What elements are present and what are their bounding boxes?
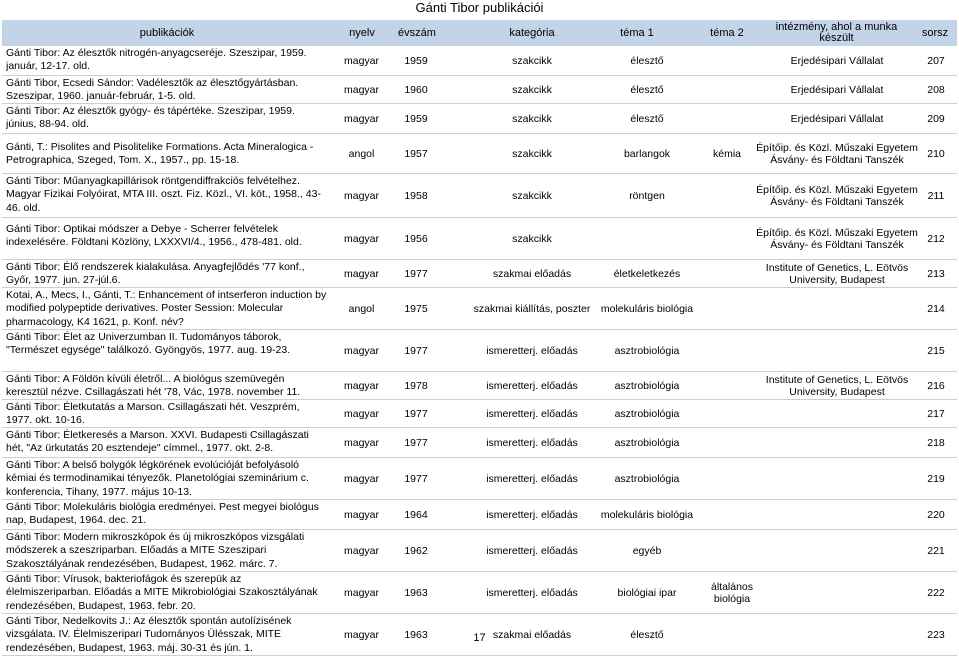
year-cell: 1977 [404, 407, 428, 420]
table-row [2, 134, 957, 174]
table-row [2, 104, 957, 134]
year-cell: 1957 [404, 147, 428, 160]
language-cell: magyar [343, 472, 379, 485]
category-cell: szakcikk [512, 147, 552, 160]
category-cell: ismeretterj. előadás [486, 407, 578, 420]
header-language: nyelv [349, 26, 375, 39]
number-cell: 218 [927, 436, 945, 449]
table-row [2, 458, 957, 500]
topic2-cell: általános biológia [710, 580, 754, 605]
table-row [2, 330, 957, 372]
number-cell: 215 [927, 344, 945, 357]
topic1-cell: élesztő [630, 54, 664, 67]
category-cell: szakmai kiállítás, poszter [473, 302, 591, 315]
topic1-cell: asztrobiológia [614, 379, 680, 392]
number-cell: 208 [927, 83, 945, 96]
institution-cell: Erjedésipari Vállalat [790, 83, 884, 96]
category-cell: szakcikk [512, 189, 552, 202]
category-cell: szakmai előadás [492, 267, 572, 280]
table-row [2, 500, 957, 530]
language-cell: magyar [343, 189, 379, 202]
publication-text: Gánti Tibor: A Földön kívüli életről... A biológus szemüvegén keresztül nézve. Csillagászati hét '78, Vác, 1978. november 11. [6, 373, 301, 399]
institution-cell: Építőip. és Közl. Műszaki Egyetem Ásvány- és Földtani Tanszék [756, 226, 918, 251]
header-institution: intézmény, ahol a munka készült [775, 21, 898, 44]
table-row [2, 46, 957, 76]
language-cell: magyar [343, 232, 379, 245]
topic1-cell: asztrobiológia [614, 436, 680, 449]
category-cell: ismeretterj. előadás [486, 344, 578, 357]
topic1-cell: biológiai ipar [617, 586, 677, 599]
publication-text: Gánti Tibor: Élő rendszerek kialakulása. Anyagfejlődés '77 konf., Győr, 1977. jun. 27-júl.6. [6, 261, 305, 287]
year-cell: 1977 [404, 436, 428, 449]
institution-cell [747, 330, 927, 371]
category-cell: ismeretterj. előadás [486, 472, 578, 485]
table-row [2, 218, 957, 260]
table-row [2, 428, 957, 458]
publication-text: Gánti Tibor: Életkutatás a Marson. Csillagászati hét. Veszprém, 1977. okt. 10-16. [6, 401, 300, 427]
header-publications: publikációk [139, 26, 195, 39]
publication-text: Gánti Tibor: Molekuláris biológia eredményei. Pest megyei biológus nap, Budapest, 1964. dec. 21. [6, 501, 319, 527]
table-row [2, 400, 957, 428]
publication-text: Gánti Tibor: A belső bolygók légkörének evolúcióját befolyásoló kémiai és termodinamikai tényezők. Planetológiai szeminárium c. konferencia, Tihany, 1977. május 10-13. [6, 459, 309, 498]
topic1-cell: életkeletkezés [613, 267, 681, 280]
topic1-cell: molekuláris biológia [600, 302, 694, 315]
category-cell: szakcikk [512, 112, 552, 125]
publication-text: Gánti Tibor: Élet az Univerzumban II. Tudományos táborok, "Természet egysége" találkozó. Gyöngyös, 1977. aug. 19-23. [6, 331, 291, 357]
number-cell: 220 [927, 508, 945, 521]
language-cell: magyar [343, 112, 379, 125]
institution-cell [747, 572, 927, 613]
institution-cell [747, 500, 927, 529]
publication-text: Gánti, T.: Pisolites and Pisolitelike Formations. Acta Mineralogica - Petrographica, Szeged, Tom. X., 1957., pp. 15-18. [6, 141, 314, 167]
language-cell: angol [348, 147, 375, 160]
language-cell: magyar [343, 544, 379, 557]
category-cell: szakcikk [512, 232, 552, 245]
year-cell: 1960 [404, 83, 428, 96]
institution-cell: Építőip. és Közl. Műszaki Egyetem Ásvány- és Földtani Tanszék [756, 141, 918, 166]
table-row [2, 572, 957, 614]
publication-text: Gánti Tibor: Műanyagkapillárisok röntgendiffrakciós felvételhez. Magyar Fizikai Folyóirat, MTA III. oszt. Fiz. Közl., VI. köt., 1958., 43-46. old. [6, 175, 321, 214]
institution-cell [747, 288, 927, 329]
publication-text: Gánti Tibor: Optikai módszer a Debye - Scherrer felvételek indexelésére. Földtani Közlöny, LXXXVI/4., 1956., 478-481. old. [6, 223, 302, 249]
language-cell: magyar [343, 508, 379, 521]
topic1-cell: asztrobiológia [614, 472, 680, 485]
language-cell: magyar [343, 83, 379, 96]
number-cell: 210 [927, 147, 945, 160]
institution-cell: Institute of Genetics, L. Eötvös University, Budapest [765, 373, 909, 398]
category-cell: ismeretterj. előadás [486, 586, 578, 599]
topic1-cell: élesztő [630, 83, 664, 96]
number-cell: 209 [927, 112, 945, 125]
category-cell: ismeretterj. előadás [486, 508, 578, 521]
number-cell: 207 [927, 54, 945, 67]
table-row [2, 174, 957, 218]
header-category: kategória [509, 26, 555, 39]
year-cell: 1975 [404, 302, 428, 315]
page-number: 17 [473, 632, 486, 644]
year-cell: 1977 [404, 344, 428, 357]
category-cell: szakcikk [512, 54, 552, 67]
year-cell: 1964 [404, 508, 428, 521]
year-cell: 1959 [404, 112, 428, 125]
language-cell: magyar [343, 267, 379, 280]
institution-cell [747, 458, 927, 499]
page-title: Gánti Tibor publikációi [415, 0, 544, 15]
header-topic2: téma 2 [710, 26, 744, 39]
number-cell: 216 [927, 379, 945, 392]
table-row [2, 530, 957, 572]
year-cell: 1962 [404, 544, 428, 557]
number-cell: 211 [927, 189, 945, 202]
year-cell: 1963 [404, 628, 428, 641]
year-cell: 1977 [404, 472, 428, 485]
language-cell: magyar [343, 344, 379, 357]
publication-text: Gánti Tibor, Ecsedi Sándor: Vadélesztők az élesztőgyártásban. Szeszipar, 1960. január-február, 1-5. old. [6, 77, 299, 103]
publication-text: Gánti Tibor: Vírusok, bakteriofágok és szerepük az élelmiszeriparban. Előadás a MITE Mikrobiológiai Szakosztályának rendezésében, Budapest, 1963. febr. 20. [6, 573, 318, 612]
number-cell: 219 [927, 472, 945, 485]
table-row [2, 260, 957, 288]
year-cell: 1959 [404, 54, 428, 67]
institution-cell: Erjedésipari Vállalat [790, 112, 884, 125]
year-cell: 1977 [404, 267, 428, 280]
publication-text: Gánti Tibor: Az élesztők nitrogén-anyagcseréje. Szeszipar, 1959. január, 12-17. old. [6, 47, 307, 73]
publication-text: Kotai, A., Mecs, I., Gánti, T.: Enhancement of intserferon induction by modified polypeptide derivatives. Poster Session: Molecular pharmacology, K4 1621, p. Konf. név? [6, 289, 327, 328]
number-cell: 217 [927, 407, 945, 420]
number-cell: 221 [927, 544, 945, 557]
category-cell: ismeretterj. előadás [486, 544, 578, 557]
year-cell: 1958 [404, 189, 428, 202]
table-header [2, 20, 957, 46]
category-cell: ismeretterj. előadás [486, 436, 578, 449]
language-cell: angol [348, 302, 375, 315]
institution-cell [747, 428, 927, 457]
language-cell: magyar [343, 436, 379, 449]
publication-text: Gánti Tibor: Életkeresés a Marson. XXVI. Budapesti Csillagászati hét, "Az ürkutatás 20 esztendeje" címmel., 1977. okt. 2-8. [6, 429, 309, 455]
institution-cell [747, 400, 927, 427]
publication-table [2, 46, 957, 656]
category-cell: ismeretterj. előadás [486, 379, 578, 392]
publication-text: Gánti Tibor: Az élesztők gyógy- és tápértéke. Szeszipar, 1959. június, 88-94. old. [6, 105, 295, 131]
number-cell: 223 [927, 628, 945, 641]
table-row [2, 372, 957, 400]
year-cell: 1978 [404, 379, 428, 392]
year-cell: 1963 [404, 586, 428, 599]
topic1-cell: egyéb [632, 544, 662, 557]
language-cell: magyar [343, 379, 379, 392]
topic2-cell: kémia [712, 147, 741, 160]
header-topic1: téma 1 [620, 26, 654, 39]
language-cell: magyar [343, 586, 379, 599]
publication-text: Gánti Tibor: Modern mikroszkópok és új mikroszkópos vizsgálati módszerek a szeszriparban. Előadás a MITE Szeszipari Szakosztályának rendezésében, Budapest, 1962. márc. 7. [6, 531, 305, 570]
institution-cell: Építőip. és Közl. Műszaki Egyetem Ásvány- és Földtani Tanszék [756, 183, 918, 208]
institution-cell: Institute of Genetics, L. Eötvös University, Budapest [765, 261, 909, 286]
topic1-cell: molekuláris biológia [600, 508, 694, 521]
number-cell: 214 [927, 302, 945, 315]
topic1-cell: élesztő [630, 112, 664, 125]
number-cell: 212 [927, 232, 945, 245]
language-cell: magyar [343, 628, 379, 641]
header-number: sorsz [921, 26, 949, 39]
institution-cell: Erjedésipari Vállalat [790, 54, 884, 67]
topic1-cell: élesztő [630, 628, 664, 641]
topic1-cell: barlangok [623, 147, 671, 160]
topic1-cell: asztrobiológia [614, 407, 680, 420]
category-cell: szakcikk [512, 83, 552, 96]
table-row [2, 288, 957, 330]
language-cell: magyar [343, 54, 379, 67]
number-cell: 213 [927, 267, 945, 280]
topic1-cell: asztrobiológia [614, 344, 680, 357]
language-cell: magyar [343, 407, 379, 420]
table-row [2, 76, 957, 104]
publication-text: Gánti Tibor, Nedelkovits J.: Az élesztők spontán autolízisének vizsgálata. IV. Élelmiszeripari Tudományos Ülésszak, MITE rendezésében, Budapest, 1963. máj. 30-31 és jún. 1. [6, 615, 292, 654]
institution-cell [747, 530, 927, 571]
year-cell: 1956 [404, 232, 428, 245]
number-cell: 222 [927, 586, 945, 599]
header-year: évszám [398, 26, 436, 39]
topic1-cell: röntgen [629, 189, 665, 202]
category-cell: szakmai előadás [492, 628, 572, 641]
